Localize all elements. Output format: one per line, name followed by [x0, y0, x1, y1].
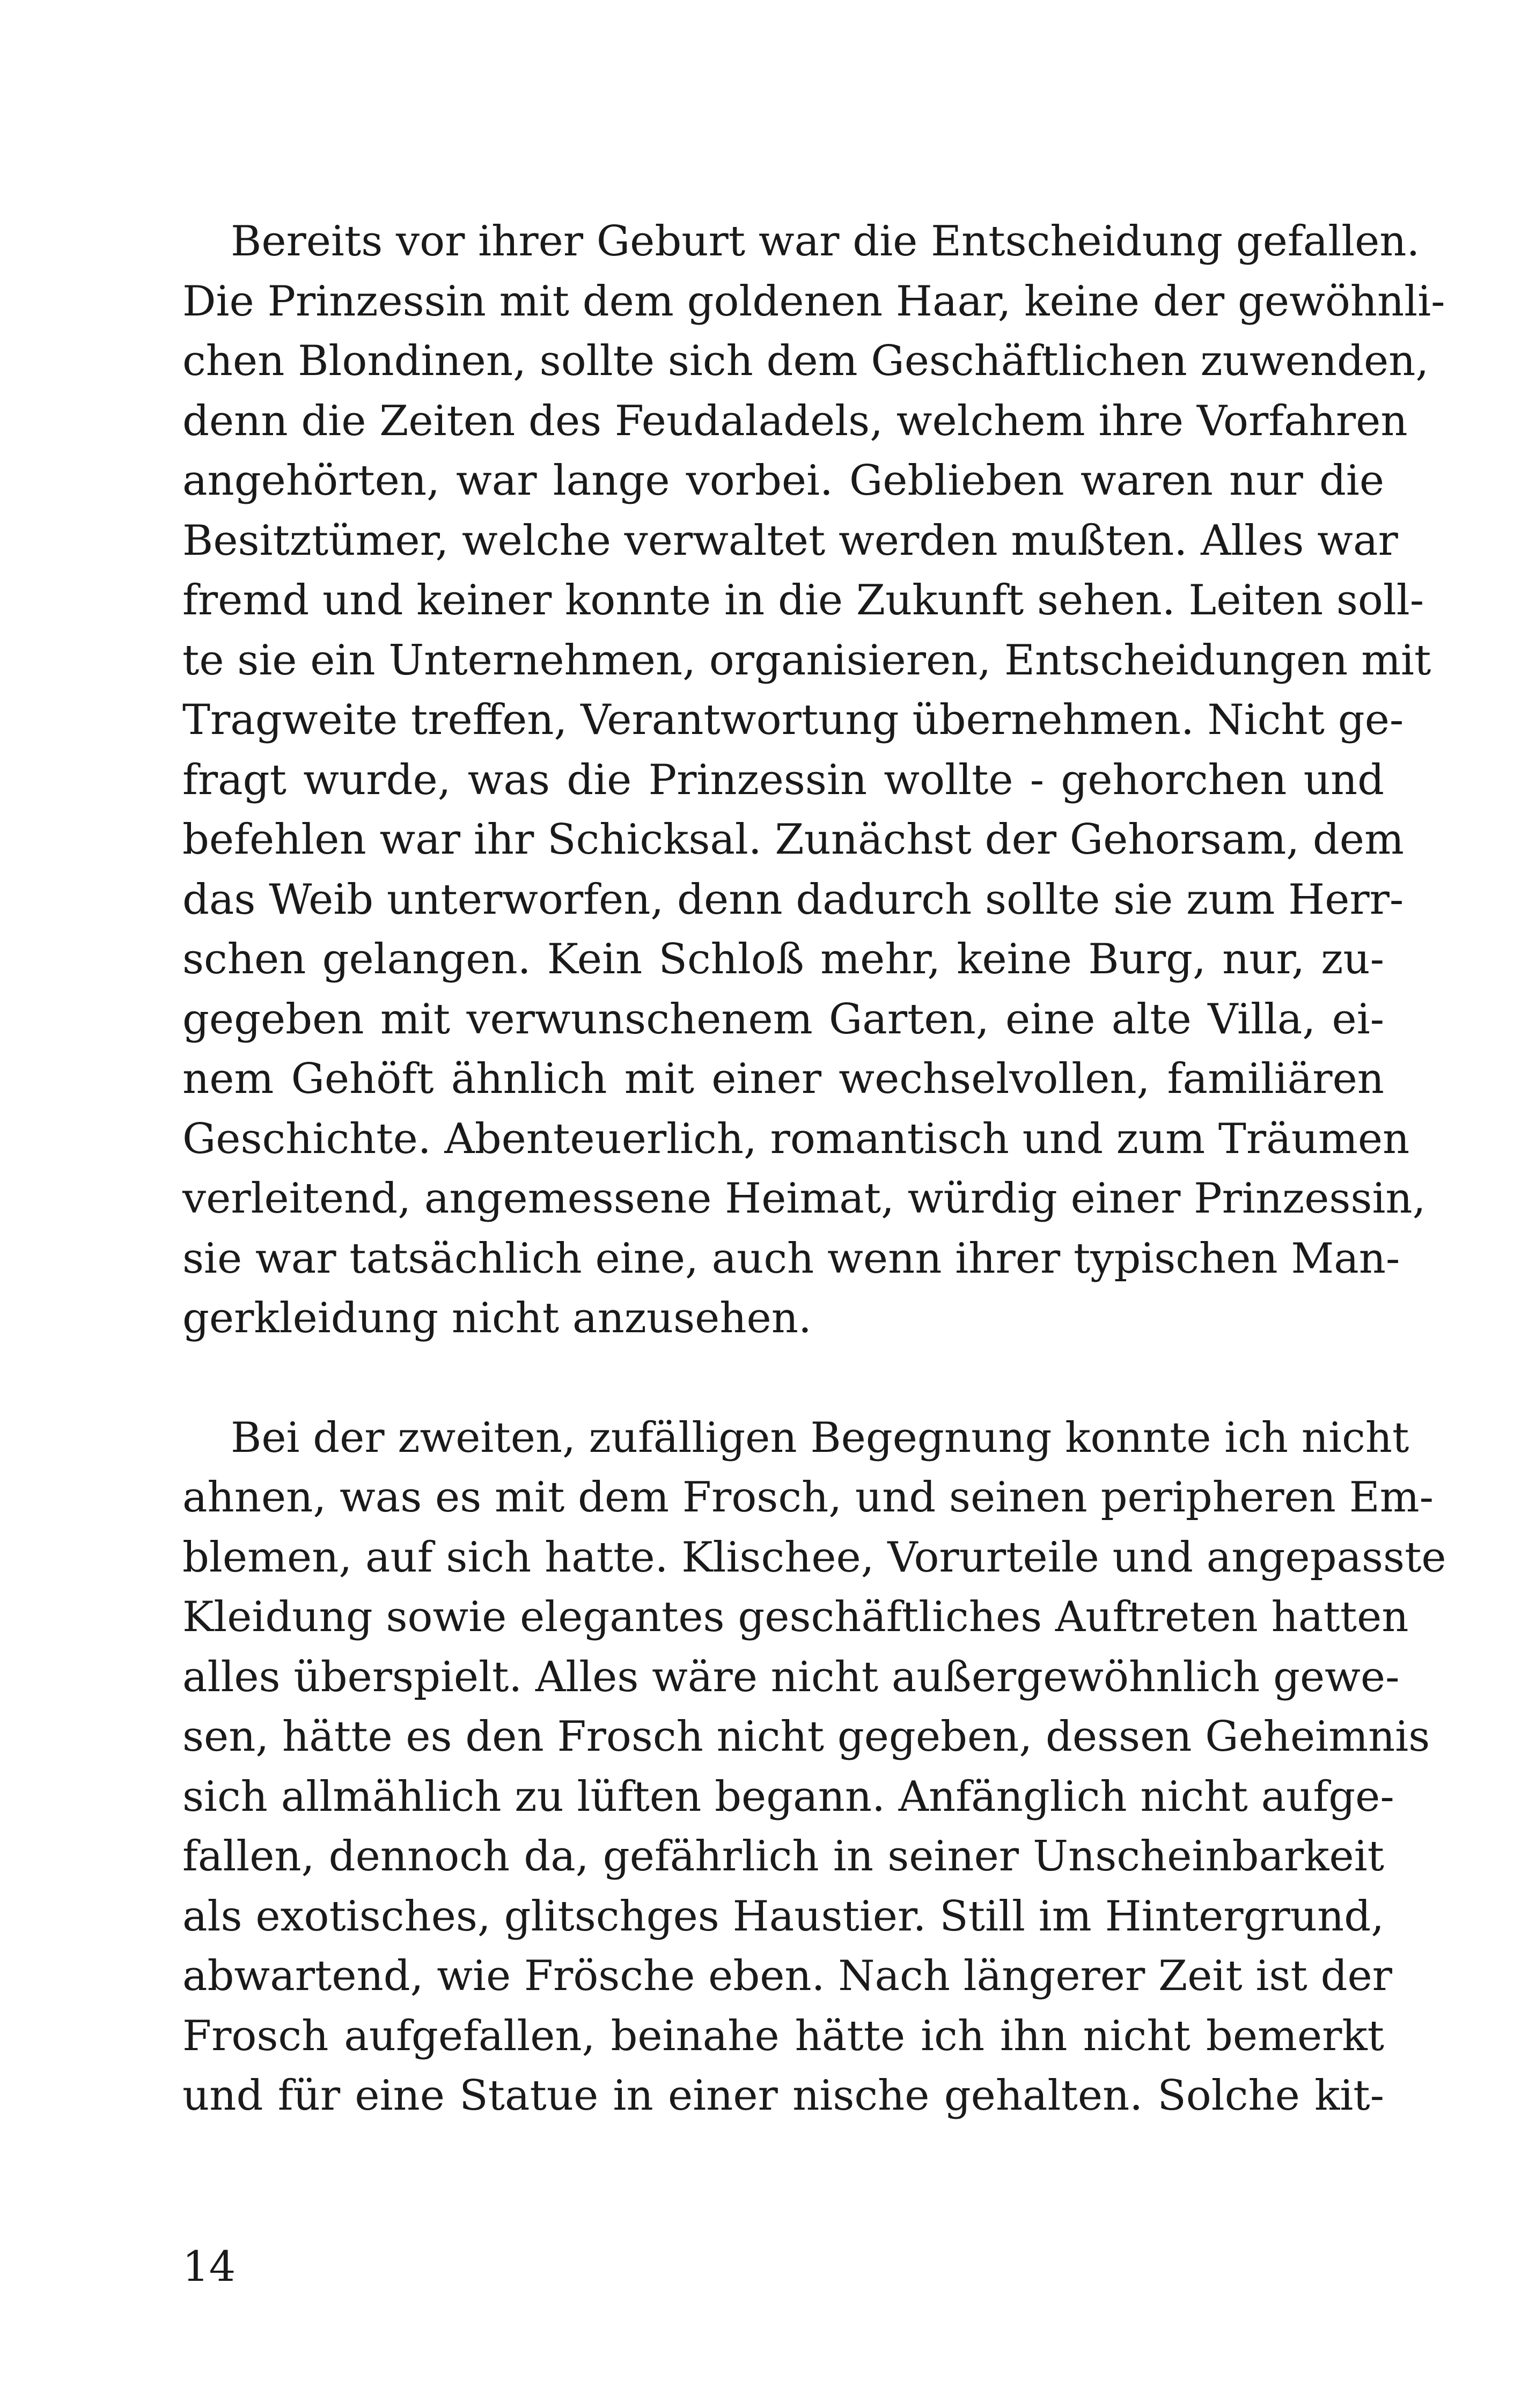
text-line: te sie ein Unternehmen, organisieren, Entscheidungen mit [182, 636, 1431, 685]
text-line: ahnen, was es mit dem Frosch, und seinen peripheren Em- [182, 1473, 1434, 1522]
text-line: Frosch aufgefallen, beinahe hätte ich ihn nicht bemerkt [182, 2011, 1384, 2060]
text-line: als exotisches, glitschges Haustier. Still im Hintergrund, [182, 1892, 1384, 1941]
text-line: fallen, dennoch da, gefährlich in seiner Unscheinbarkeit [182, 1832, 1384, 1881]
paragraph-2 [182, 1408, 1446, 2126]
text-line: verleitend, angemessene Heimat, würdig einer Prinzessin, [182, 1174, 1426, 1223]
text-line: chen Blondinen, sollte sich dem Geschäftlichen zuwenden, [182, 337, 1429, 385]
paragraph-1 [182, 212, 1445, 1349]
text-line: das Weib unterworfen, denn dadurch sollte sie zum Herr- [182, 875, 1404, 924]
text-line: Bereits vor ihrer Geburt war die Entscheidung gefallen. [231, 217, 1420, 266]
text-line: alles überspielt. Alles wäre nicht außergewöhnlich gewe- [182, 1653, 1400, 1701]
text-line: Besitztümer, welche verwaltet werden mußten. Alles war [182, 516, 1398, 565]
page-body [182, 212, 1446, 2126]
text-line: sie war tatsächlich eine, auch wenn ihrer typischen Man- [182, 1234, 1400, 1283]
text-line: gerkleidung nicht anzusehen. [182, 1294, 812, 1342]
text-line: nem Gehöft ähnlich mit einer wechselvollen, familiären [182, 1055, 1384, 1103]
text-line: Bei der zweiten, zufälligen Begegnung konnte ich nicht [231, 1413, 1409, 1462]
text-line: Geschichte. Abenteuerlich, romantisch und zum Träumen [182, 1114, 1410, 1163]
page-number: 14 [182, 2243, 236, 2291]
text-line: Tragweite treffen, Verantwortung übernehmen. Nicht ge- [182, 696, 1404, 744]
text-line: abwartend, wie Frösche eben. Nach längerer Zeit ist der [182, 1952, 1392, 2000]
text-line: blemen, auf sich hatte. Klischee, Vorurteile und angepasste [182, 1533, 1446, 1582]
text-line: sen, hätte es den Frosch nicht gegeben, dessen Geheimnis [182, 1713, 1430, 1761]
text-line: denn die Zeiten des Feudaladels, welchem ihre Vorfahren [182, 397, 1408, 445]
text-line: sich allmählich zu lüften begann. Anfänglich nicht aufge- [182, 1772, 1394, 1821]
text-line: gegeben mit verwunschenem Garten, eine alte Villa, ei- [182, 995, 1384, 1044]
text-line: schen gelangen. Kein Schloß mehr, keine Burg, nur, zu- [182, 935, 1384, 983]
paragraph-gap [182, 1349, 1384, 1408]
text-line: Die Prinzessin mit dem goldenen Haar, keine der gewöhnli- [182, 277, 1445, 326]
text-line: und für eine Statue in einer nische gehalten. Solche kit- [182, 2072, 1384, 2120]
text-line: Kleidung sowie elegantes geschäftliches Auftreten hatten [182, 1593, 1409, 1641]
text-line: fremd und keiner konnte in die Zukunft sehen. Leiten soll- [182, 576, 1424, 625]
text-line: befehlen war ihr Schicksal. Zunächst der Gehorsam, dem [182, 816, 1404, 864]
text-line: fragt wurde, was die Prinzessin wollte - gehorchen und [182, 755, 1384, 804]
text-line: angehörten, war lange vorbei. Geblieben waren nur die [182, 457, 1384, 505]
